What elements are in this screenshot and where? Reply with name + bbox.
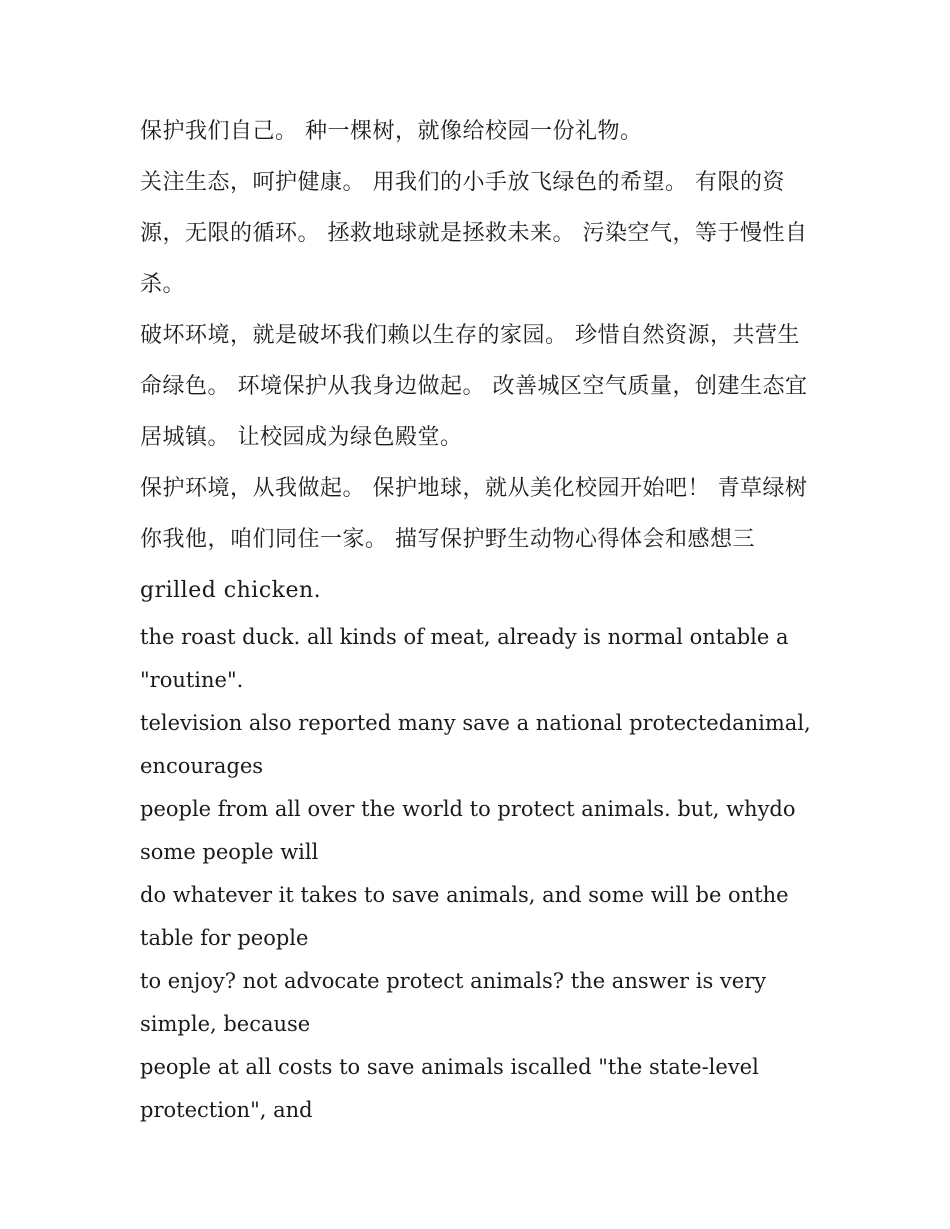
paragraph-4: 保护环境，从我做起。 保护地球，就从美化校园开始吧！ 青草绿树你我他，咱们同住一家。 描写保护野生动物心得体会和感想三 grilled chicken.	[140, 476, 808, 603]
paragraph-1: 保护我们自己。 种一棵树，就像给校园一份礼物。	[140, 119, 643, 144]
paragraph-10: people at all costs to save animals iscalled "the state-level protection", and	[140, 1055, 759, 1122]
paragraph-6: television also reported many save a national protectedanimal, encourages	[140, 711, 811, 778]
paragraph-3: 破坏环境，就是破坏我们赖以生存的家园。 珍惜自然资源，共营生命绿色。 环境保护从我身边做起。 改善城区空气质量，创建生态宜居城镇。 让校园成为绿色殿堂。	[140, 323, 808, 450]
paragraph-7: people from all over the world to protect animals. but, whydo some people will	[140, 797, 796, 864]
paragraph-8: do whatever it takes to save animals, and some will be onthe table for people	[140, 883, 789, 950]
paragraph-5: the roast duck. all kinds of meat, already is normal ontable a "routine".	[140, 625, 789, 692]
document-body	[140, 106, 815, 1132]
paragraph-2: 关注生态，呵护健康。 用我们的小手放飞绿色的希望。 有限的资源，无限的循环。 拯救地球就是拯救未来。 污染空气，等于慢性自杀。	[140, 170, 808, 297]
paragraph-9: to enjoy? not advocate protect animals? the answer is very simple, because	[140, 969, 767, 1036]
